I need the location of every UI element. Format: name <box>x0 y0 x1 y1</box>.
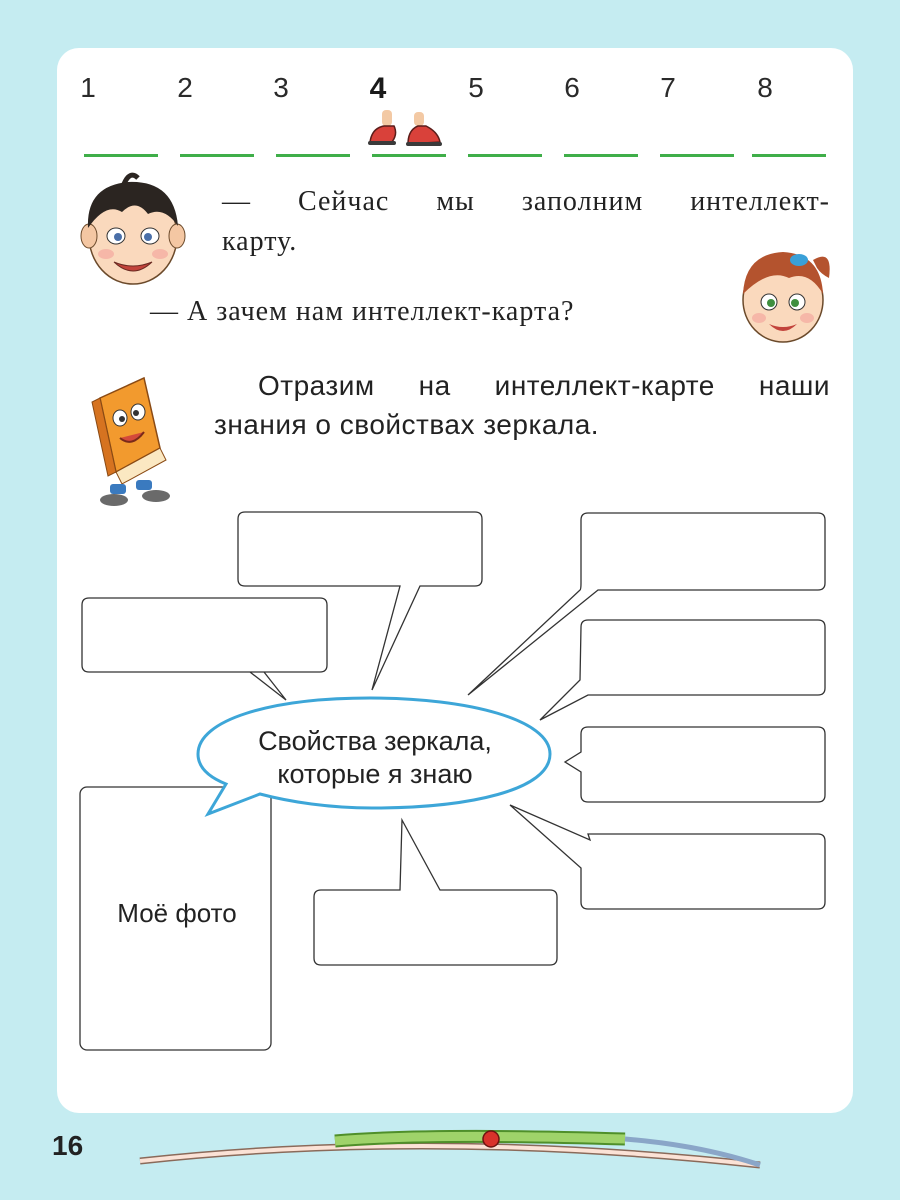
boy-line-2: карту. <box>222 226 298 257</box>
step-7: 7 <box>660 72 676 103</box>
step-1: 1 <box>80 72 96 103</box>
center-line-2: которые я знаю <box>277 759 473 789</box>
step-2: 2 <box>177 72 193 103</box>
answer-box-right-3 <box>565 727 825 802</box>
step-4: 4 <box>369 72 387 105</box>
photo-label: Моё фото <box>117 898 237 928</box>
boy-line-1: — Сейчас мы заполним интеллект- <box>222 186 830 217</box>
step-8: 8 <box>757 72 773 103</box>
step-5: 5 <box>468 72 484 103</box>
center-line-1: Свойства зеркала, <box>258 726 492 756</box>
step-6: 6 <box>564 72 580 103</box>
answer-box-right-2 <box>540 620 825 720</box>
answer-box-right-4 <box>510 805 825 909</box>
progress-track <box>130 1125 770 1175</box>
girl-line: — А зачем нам интеллект-карта? <box>150 296 575 327</box>
step-3: 3 <box>273 72 289 103</box>
page-number: 16 <box>52 1130 84 1161</box>
answer-box-bottom-center <box>314 820 557 965</box>
answer-box-left <box>82 598 327 700</box>
progress-marker <box>483 1131 499 1147</box>
center-bubble-text <box>205 725 545 791</box>
book-line-2: знания о свойствах зеркала. <box>214 409 600 440</box>
book-line-1: Отразим на интеллект-карте наши <box>258 370 830 401</box>
